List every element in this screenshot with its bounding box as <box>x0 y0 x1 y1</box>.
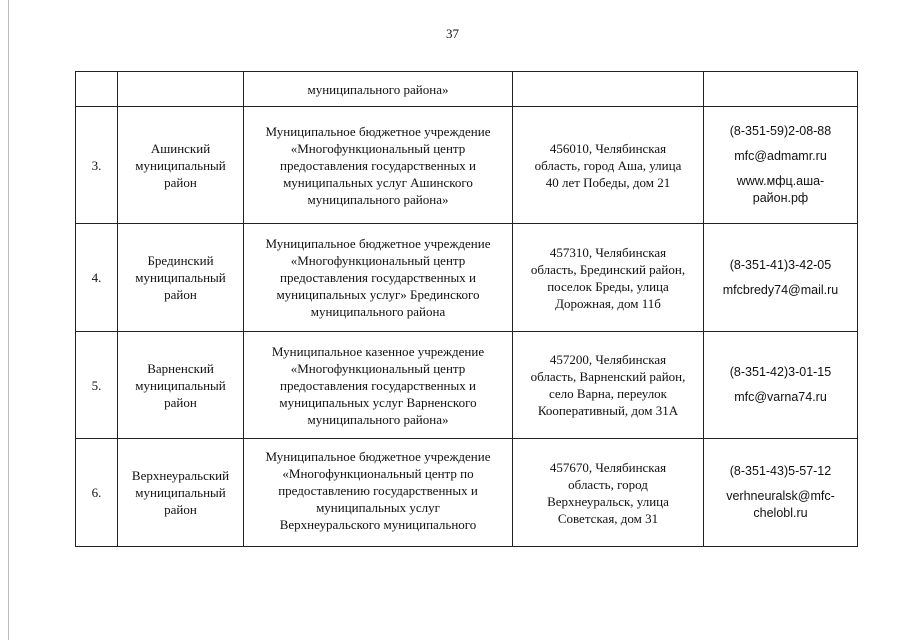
row-number: 3. <box>91 157 102 173</box>
district-line: район <box>164 394 197 410</box>
row-number: 6. <box>91 485 102 500</box>
address-line: поселок Бреды, улица <box>547 278 669 294</box>
address-line: Кооперативный, дом 31А <box>537 403 679 418</box>
address-line: 457670, Челябинская <box>549 459 667 475</box>
page-number: 37 <box>446 26 459 41</box>
contact-item <box>708 148 853 165</box>
table-row <box>76 224 858 332</box>
org-line: Муниципальное казенное учреждение <box>271 343 485 359</box>
address-line: область, город <box>568 476 648 492</box>
contact-line: (8-351-43)5-57-12 <box>729 464 832 478</box>
cell-number <box>76 72 118 107</box>
contact-line: www.мфц.аша- <box>736 174 825 188</box>
cell-organization <box>244 72 513 107</box>
cell-district <box>118 439 244 547</box>
table-row-continuation <box>76 72 858 107</box>
district-line: муниципальный <box>135 485 226 500</box>
cell-district <box>118 107 244 224</box>
cell-organization <box>244 439 513 547</box>
district-line: район <box>164 174 197 190</box>
org-line: муниципальных услуг <box>316 500 440 515</box>
address-line: 456010, Челябинская <box>549 140 667 156</box>
contact-line: verhneuralsk@mfc- <box>726 489 835 503</box>
district-line: муниципальный <box>135 270 226 285</box>
row-number: 5. <box>91 377 102 393</box>
org-line: Верхнеуральского муниципального <box>279 517 477 532</box>
district-line: Брединский <box>147 253 214 268</box>
page-edge-line <box>8 0 9 640</box>
mfc-table <box>75 71 858 547</box>
org-line: Муниципальное бюджетное учреждение <box>265 449 491 464</box>
contact-line: район.рф <box>752 191 809 205</box>
address-line: область, Брединский район, <box>530 261 686 277</box>
district-line: муниципальный <box>135 377 226 393</box>
org-line: «Многофункциональный центр <box>290 140 466 156</box>
contact-line: chelobl.ru <box>753 506 808 520</box>
org-line: муниципального района <box>310 304 446 319</box>
contact-item <box>708 257 853 274</box>
cell-district <box>118 72 244 107</box>
org-line: муниципального района» <box>307 81 449 97</box>
district-line: муниципальный <box>135 157 226 173</box>
district-line: Ашинский <box>150 140 211 156</box>
address-line: 40 лет Победы, дом 21 <box>545 174 671 190</box>
cell-number <box>76 332 118 439</box>
contact-item <box>708 282 853 299</box>
cell-address <box>513 332 704 439</box>
table-body <box>76 72 858 547</box>
cell-number <box>76 439 118 547</box>
district-line: Варненский <box>147 360 214 376</box>
row-number: 4. <box>91 270 102 285</box>
cell-organization <box>244 107 513 224</box>
org-line: Муниципальное бюджетное учреждение <box>265 236 491 251</box>
org-line: муниципальных услуг» Брединского <box>276 287 480 302</box>
org-line: «Многофункциональный центр по <box>282 466 474 481</box>
district-line: район <box>164 287 197 302</box>
cell-address <box>513 72 704 107</box>
org-line: муниципальных услуг Ашинского <box>283 174 473 190</box>
org-line: «Многофункциональный центр <box>290 360 466 376</box>
district-line: район <box>164 502 197 517</box>
contact-line: (8-351-59)2-08-88 <box>729 124 832 138</box>
contact-item <box>708 389 853 406</box>
cell-contacts <box>704 439 858 547</box>
cell-contacts <box>704 224 858 332</box>
contact-line: mfc@admamr.ru <box>734 149 827 163</box>
cell-address <box>513 439 704 547</box>
district-line: Верхнеуральский <box>131 468 230 483</box>
cell-organization <box>244 332 513 439</box>
contact-line: mfc@varna74.ru <box>734 390 827 404</box>
cell-district <box>118 332 244 439</box>
cell-number <box>76 224 118 332</box>
contact-item <box>708 123 853 140</box>
org-line: Муниципальное бюджетное учреждение <box>265 123 491 139</box>
contact-item <box>708 488 853 522</box>
cell-contacts <box>704 107 858 224</box>
contact-line: (8-351-42)3-01-15 <box>729 365 832 379</box>
table-row <box>76 439 858 547</box>
address-line: область, Варненский район, <box>530 369 686 384</box>
address-line: 457310, Челябинская <box>549 244 667 260</box>
org-line: предоставления государственных и <box>280 270 476 285</box>
contact-item <box>708 463 853 480</box>
contact-line: (8-351-41)3-42-05 <box>729 257 832 272</box>
cell-number <box>76 107 118 224</box>
contact-item <box>708 173 853 207</box>
address-line: 457200, Челябинская <box>549 352 667 367</box>
address-line: Дорожная, дом 11б <box>555 295 661 311</box>
table-row <box>76 107 858 224</box>
address-line: Советская, дом 31 <box>557 510 659 526</box>
org-line: предоставления государственных и <box>280 377 476 393</box>
org-line: муниципального района» <box>307 191 449 207</box>
contact-item <box>708 364 853 381</box>
cell-organization <box>244 224 513 332</box>
contact-line: mfcbredy74@mail.ru <box>722 282 839 297</box>
cell-district <box>118 224 244 332</box>
cell-contacts <box>704 72 858 107</box>
cell-address <box>513 224 704 332</box>
org-line: «Многофункциональный центр <box>290 253 466 268</box>
cell-contacts <box>704 332 858 439</box>
address-line: Верхнеуральск, улица <box>547 493 669 509</box>
table-row <box>76 332 858 439</box>
cell-address <box>513 107 704 224</box>
address-line: область, город Аша, улица <box>534 157 682 173</box>
org-line: предоставлению государственных и <box>278 483 478 498</box>
org-line: муниципальных услуг Варненского <box>279 394 477 410</box>
org-line: муниципального района» <box>307 411 449 427</box>
org-line: предоставления государственных и <box>280 157 476 173</box>
address-line: село Варна, переулок <box>548 386 667 401</box>
